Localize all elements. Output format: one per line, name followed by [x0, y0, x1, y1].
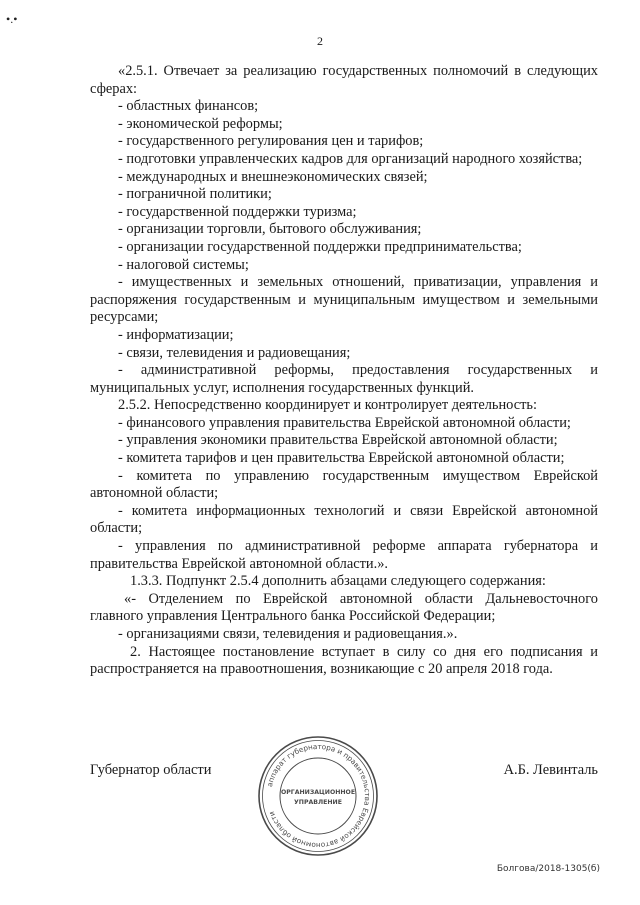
list-item: - организации торговли, бытового обслуживания;	[118, 221, 422, 238]
list-item: - международных и внешнеэкономических связей;	[118, 168, 428, 185]
list-item: - государственной поддержки туризма;	[118, 203, 357, 220]
page-number: 2	[317, 34, 323, 48]
list-item: - экономической реформы;	[118, 115, 283, 132]
list-item: - организации государственной поддержки предпринимательства;	[118, 238, 522, 255]
list-item: - управления экономики правительства Еврейской автономной области;	[118, 432, 558, 449]
signatory-title: Губернатор области	[90, 762, 212, 778]
scan-speck: •.•	[6, 12, 18, 26]
signatory-name: А.Б. Левинталь	[503, 762, 598, 778]
list-item: - организациями связи, телевидения и радиовещания.».	[118, 626, 458, 642]
paragraph-2-5-1: «2.5.1. Отвечает за реализацию государственных полномочий в следующих сферах:	[90, 63, 598, 97]
list-item: - комитета по управлению государственным имуществом Еврейской автономной области;	[90, 467, 598, 502]
seal-center-line-2: УПРАВЛЕНИЕ	[294, 799, 342, 806]
list-item: - имущественных и земельных отношений, приватизации, управления и распоряжения государственным и муниципальным имуществом и земельными ресурсами;	[90, 274, 598, 326]
list-item: - административной реформы, предоставления государственных и муниципальных услуг, исполнения государственных функций.	[90, 362, 598, 396]
paragraph-2-5-2: 2.5.2. Непосредственно координирует и контролирует деятельность:	[118, 397, 537, 414]
official-seal	[256, 734, 380, 858]
list-item: - государственного регулирования цен и тарифов;	[118, 133, 424, 150]
paragraph-1-3-3: 1.3.3. Подпункт 2.5.4 дополнить абзацами следующего содержания:	[130, 573, 546, 590]
list-item: - комитета информационных технологий и связи Еврейской автономной области;	[90, 502, 598, 537]
list-item: - пограничной политики;	[118, 186, 272, 203]
list-item: - связи, телевидения и радиовещания;	[118, 344, 351, 361]
list-item: - подготовки управленческих кадров для организаций народного хозяйства;	[118, 150, 583, 167]
document-body	[90, 63, 598, 679]
list-item: - комитета тарифов и цен правительства Еврейской автономной области;	[118, 450, 565, 467]
list-item: - управления по административной реформе аппарата губернатора и правительства Еврейской автономной области.».	[90, 538, 598, 572]
list-item: - финансового управления правительства Еврейской автономной области;	[118, 414, 571, 431]
seal-ring-text: аппарат губернатора и правительства Еврейской автономной области	[264, 741, 373, 851]
document-code: Болгова/2018-1305(б)	[496, 864, 600, 874]
seal-center-line-1: ОРГАНИЗАЦИОННОЕ	[280, 789, 356, 796]
paragraph-2: 2. Настоящее постановление вступает в силу со дня его подписания и распространяется на правоотношения, возникающие с 20 апреля 2018 года.	[90, 643, 598, 678]
list-item: «- Отделением по Еврейской автономной области Дальневосточного главного управления Центрального банка Российской Федерации;	[90, 590, 598, 625]
list-item: - областных финансов;	[118, 98, 259, 115]
list-item: - налоговой системы;	[118, 256, 249, 273]
list-item: - информатизации;	[118, 326, 234, 343]
